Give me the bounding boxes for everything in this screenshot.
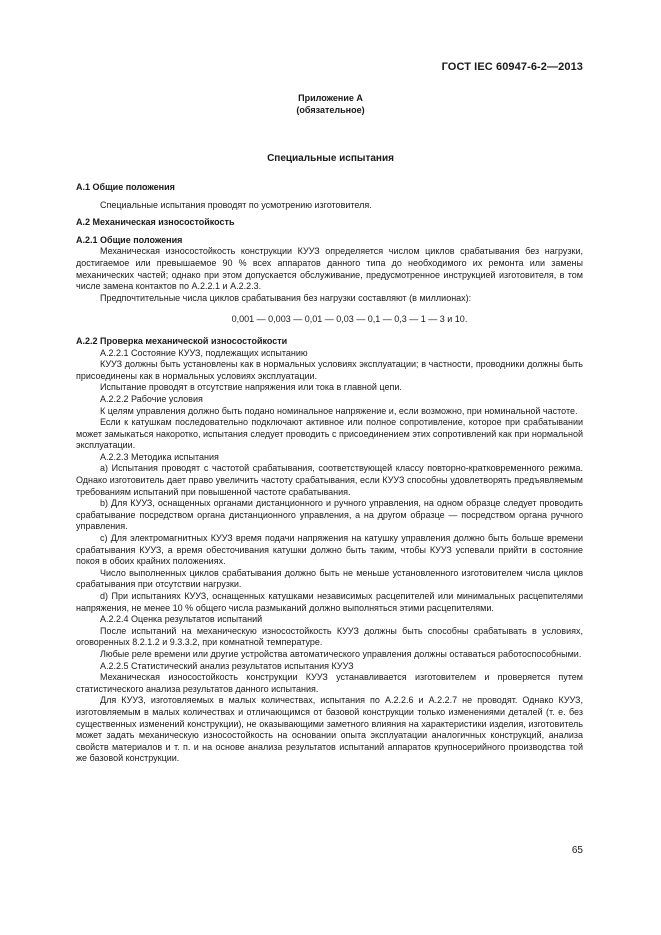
clause-heading: А.2 Механическая износостойкость (76, 217, 235, 228)
formula-line: 0,001 — 0,003 — 0,01 — 0,03 — 0,1 — 0,3 — 1 — 3 и 10. (231, 314, 468, 325)
body-paragraph: А.2.2.1 Состояние КУУЗ, подлежащих испытанию (100, 347, 308, 358)
subclause-heading: А.2.2 Проверка механической износостойкости (76, 335, 288, 346)
body-paragraph: К целям управления должно быть подано номинальное напряжение и, если возможно, при номинальной частоте. (100, 405, 578, 416)
annex-title: Приложение А (298, 93, 363, 103)
body-paragraph: КУУЗ должны быть установлены как в нормальных условиях эксплуатации; в частности, проводники должны быть присоединены как в нормальных условиях эксплуатации. (76, 359, 583, 381)
section-title: Специальные испытания (267, 153, 394, 164)
body-paragraph: Число выполненных циклов срабатывания должно быть не меньше установленного изготовителем числа циклов срабатывания при отсутствии нагрузки. (76, 567, 583, 590)
body-paragraph: А.2.2.4 Оценка результатов испытаний (100, 614, 263, 625)
body-paragraph: Предпочтительные числа циклов срабатывания без нагрузки составляют (в миллионах): (100, 292, 472, 303)
body-paragraph: Специальные испытания проводят по усмотрению изготовителя. (100, 199, 372, 210)
body-paragraph: А.2.2.2 Рабочие условия (100, 393, 203, 404)
body-paragraph: b) Для КУУЗ, оснащенных органами дистанционного и ручного управления, на одном образце следует проводить срабатывание посредством органа дистанционного управления, а на другом образце — посредством органа ручного управления. (76, 498, 583, 532)
body-paragraph: Механическая износостойкость конструкции КУУЗ определяется числом циклов срабатывания без нагрузки, достигаемое или превышаемое 90 % всех аппаратов данного типа до необходимого их ремонта или замены механических частей; однако при этом допускается обслуживание, предусмотренное инструкцией изготовителя, в том числе замена контактов по А.2.2.1 и А.2.2.3. (76, 246, 583, 292)
document-body (76, 182, 583, 765)
clause-heading: А.1 Общие положения (76, 182, 175, 192)
document-code: ГОСТ IEC 60947-6-2—2013 (441, 61, 583, 73)
body-paragraph: а) Испытания проводят с частотой срабатывания, соответствующей классу повторно-кратковременного режима. Однако изготовитель дает право увеличить частоту срабатывания, если КУУЗ способны удовлетворять предъявляемым требованиям испытаний при повышенной частоте срабатывания. (76, 463, 583, 497)
body-paragraph: А.2.2.5 Статистический анализ результатов испытания КУУЗ (100, 660, 354, 671)
annex-subtitle: (обязательное) (296, 105, 365, 115)
body-paragraph: Механическая износостойкость конструкции КУУЗ устанавливается изготовителем и проверяется путем статистического анализа результатов данного испытания. (76, 672, 583, 694)
body-paragraph: После испытаний на механическую износостойкость КУУЗ должны быть способны срабатывать в условиях, оговоренных 8.2.1.2 и 9.3.3.2, при комнатной температуре. (76, 625, 583, 648)
body-paragraph: А.2.2.3 Методика испытания (100, 451, 219, 462)
subclause-heading: А.2.1 Общие положения (76, 234, 183, 245)
body-paragraph: Для КУУЗ, изготовляемых в малых количествах, испытания по А.2.2.6 и А.2.2.7 не проводят. Однако КУУЗ, изготовляемым в малых количествах и отличающимся от базовой конструкции только изменениями деталей (т. е. без существенных изменений конструкции), не оказывающими заметного влияния на характеристики изделия, изготовитель может задать механическую износостойкость на основании опыта эксплуатации аналогичных конструкций, анализа свойств материалов и т. п. и на основе анализа результатов испытаний аппаратов крупносерийного производства той же базовой конструкции. (76, 695, 583, 764)
page-number: 65 (571, 845, 583, 856)
body-paragraph: c) Для электромагнитных КУУЗ время подачи напряжения на катушку управления должно быть больше времени срабатывания КУУЗ, а время обесточивания катушки должно быть таким, чтобы КУУЗ успевали прийти в состояние покоя в обоих крайних положениях. (76, 533, 583, 567)
body-paragraph: Испытание проводят в отсутствие напряжения или тока в главной цепи. (100, 382, 402, 393)
body-paragraph: Любые реле времени или другие устройства автоматического управления должны оставаться работоспособными. (100, 648, 582, 659)
body-paragraph: d) При испытаниях КУУЗ, оснащенных катушками независимых расцепителей или минимальных расцепителями напряжения, не менее 10 % общего числа размыканий должно выполняться этими расцепителями. (76, 591, 583, 613)
annex-heading (0, 92, 661, 116)
body-paragraph: Если к катушкам последовательно подключают активное или полное сопротивление, которое при срабатывании может замыкаться накоротко, испытания следует проводить с присоединением этих сопротивлений как при нормальной эксплуатации. (76, 417, 583, 451)
